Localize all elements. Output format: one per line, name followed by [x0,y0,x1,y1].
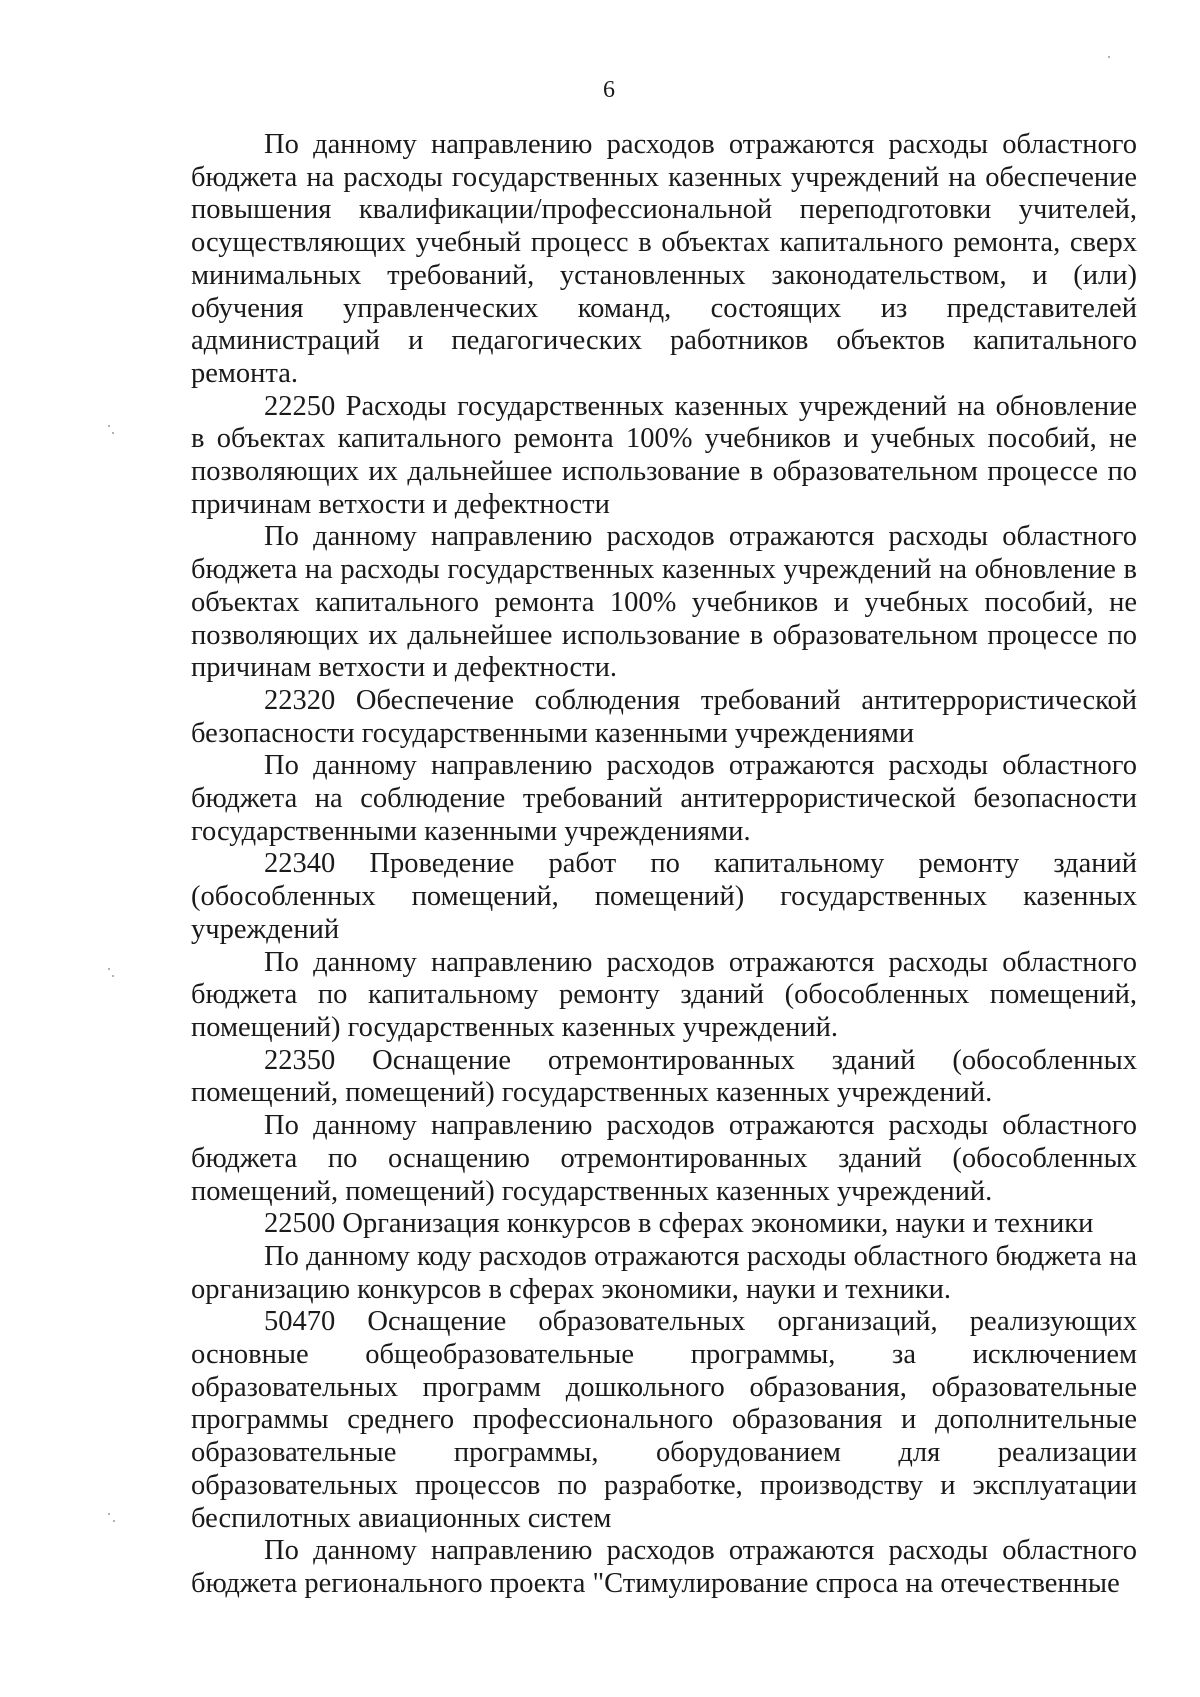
scan-speck [112,975,114,977]
expense-code-heading-22320: 22320 Обеспечение соблюдения требований антитеррористической безопасности государственными казенными учреждениями [191,684,1137,749]
scan-speck [113,1520,115,1522]
scan-speck [108,1513,110,1515]
expense-code-heading-50470: 50470 Оснащение образовательных организаций, реализующих основные общеобразовательные программы, за исключением образовательных программ дошкольного образования, образовательные программы среднего профессионального образования и дополнительные образовательные программы, оборудованием для реализации образовательных процессов по разработке, производству и эксплуатации беспилотных авиационных систем [191,1306,1137,1534]
paragraph: По данному направлению расходов отражаются расходы областного бюджета на расходы государственных казенных учреждений на обновление в объектах капитального ремонта 100% учебников и учебных пособий, не позволяющих их дальнейшее использование в образовательном процессе по причинам ветхости и дефектности. [191,521,1137,684]
scan-speck [108,968,110,970]
scan-speck [112,432,114,434]
paragraph: По данному коду расходов отражаются расходы областного бюджета на организацию конкурсов в сферах экономики, науки и техники. [191,1240,1137,1305]
paragraph: По данному направлению расходов отражаются расходы областного бюджета по оснащению отремонтированных зданий (обособленных помещений, помещений) государственных казенных учреждений. [191,1110,1137,1207]
paragraph: По данному направлению расходов отражаются расходы областного бюджета регионального проекта "Стимулирование спроса на отечественные [191,1535,1137,1599]
document-body [191,129,1137,1601]
paragraph: По данному направлению расходов отражаются расходы областного бюджета на расходы государственных казенных учреждений на обеспечение повышения квалификации/профессиональной переподготовки учителей, осуществляющих учебный процесс в объектах капитального ремонта, сверх минимальных требований, установленных законодательством, и (или) обучения управленческих команд, состоящих из представителей администраций и педагогических работников объектов капитального ремонта. [191,129,1137,389]
paragraph: По данному направлению расходов отражаются расходы областного бюджета на соблюдение требований антитеррористической безопасности государственными казенными учреждениями. [191,750,1137,847]
expense-code-heading-22250: 22250 Расходы государственных казенных учреждений на обновление в объектах капитального ремонта 100% учебников и учебных пособий, не позволяющих их дальнейшее использование в образовательном процессе по причинам ветхости и дефектности [191,390,1137,520]
scan-speck [108,425,110,427]
expense-code-heading-22350: 22350 Оснащение отремонтированных зданий (обособленных помещений, помещений) государственных казенных учреждений. [191,1044,1137,1109]
paragraph: По данному направлению расходов отражаются расходы областного бюджета по капитальному ремонту зданий (обособленных помещений, помещений) государственных казенных учреждений. [191,946,1137,1043]
expense-code-heading-22500: 22500 Организация конкурсов в сферах экономики, науки и техники [264,1208,1094,1240]
expense-code-heading-22340: 22340 Проведение работ по капитальному ремонту зданий (обособленных помещений, помещений) государственных казенных учреждений [191,848,1137,945]
page-number: 6 [603,77,615,103]
scan-speck [1108,56,1110,58]
